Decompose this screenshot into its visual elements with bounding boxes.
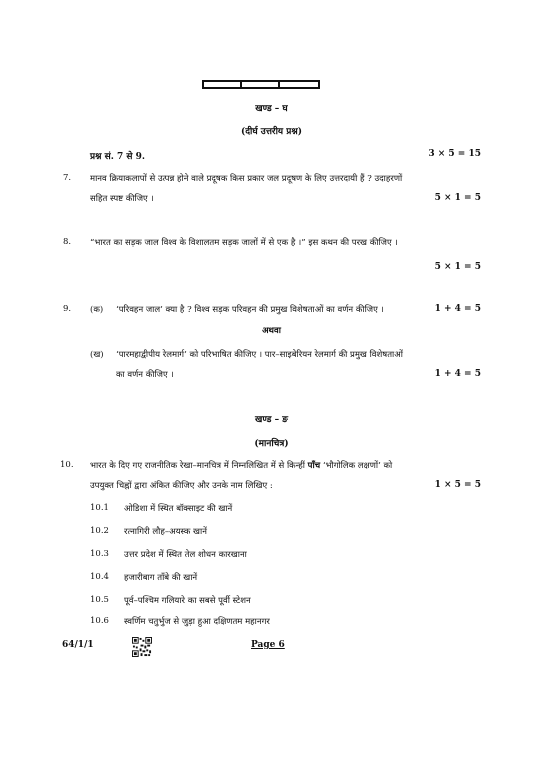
- question-7-marks: 5 × 1 = 5: [434, 193, 481, 203]
- item-10-4-text: हजारीबाग ताँबे की खानें: [124, 573, 198, 583]
- item-10-3-number: 10.3: [90, 549, 109, 559]
- item-10-2-number: 10.2: [90, 526, 109, 536]
- footer-page-number: Page 6: [251, 640, 285, 650]
- question-9-number: 9.: [63, 304, 72, 314]
- question-8-marks: 5 × 1 = 5: [434, 262, 481, 272]
- question-9-or: अथवा: [262, 326, 281, 336]
- item-10-2-text: रत्नागिरी लौह–अयस्क खानें: [124, 527, 207, 537]
- section-d-title: खण्ड – घ: [255, 104, 288, 114]
- item-10-5-number: 10.5: [90, 595, 109, 605]
- question-10-line1-bold: पाँच: [307, 461, 321, 471]
- question-10-line1-pre: भारत के दिए गए राजनीतिक रेखा–मानचित्र में निम्नलिखित में से किन्हीं: [90, 461, 305, 471]
- footer-paper-code: 64/1/1: [62, 640, 94, 650]
- item-10-1-text: ओडिशा में स्थित बॉक्साइट की खानें: [124, 504, 233, 514]
- item-10-5-text: पूर्व–पश्चिम गलियारे का सबसे पूर्वी स्टेशन: [124, 596, 251, 606]
- question-7-number: 7.: [63, 173, 72, 183]
- section-e-title: खण्ड – ङ: [255, 415, 288, 425]
- section-d-subtitle: (दीर्घ उत्तरीय प्रश्न): [240, 127, 303, 137]
- question-10-line1-post: ‘भौगोलिक लक्षणों’ को: [322, 461, 393, 471]
- question-8-line1: “भारत का सड़क जाल विश्व के विशालतम सड़क जालों में से एक है ।” इस कथन की परख कीजिए ।: [90, 238, 398, 248]
- question-9a-marks: 1 + 4 = 5: [434, 304, 481, 314]
- item-10-1-number: 10.1: [90, 503, 109, 513]
- question-9b-marks: 1 + 4 = 5: [434, 369, 481, 379]
- item-10-6-text: स्वर्णिम चतुर्भुज से जुड़ा हुआ दक्षिणतम महानगर: [124, 617, 270, 627]
- item-10-3-text: उत्तर प्रदेश में स्थित तेल शोधन कारखाना: [124, 550, 247, 560]
- item-10-6-number: 10.6: [90, 616, 109, 626]
- question-10-line2: उपयुक्त चिह्नों द्वारा अंकित कीजिए और उनके नाम लिखिए :: [90, 481, 273, 491]
- question-9b-line2: का वर्णन कीजिए ।: [116, 370, 174, 380]
- question-9b-label: (ख): [90, 350, 104, 360]
- question-7-line1: मानव क्रियाकलापों से उत्पन्न होने वाले प्रदूषक किस प्रकार जल प्रदूषण के लिए उत्तरदायी हैं ? उदाहरणों: [90, 174, 403, 184]
- question-9a-text: ‘परिवहन जाल’ क्या है ? विश्व सड़क परिवहन की प्रमुख विशेषताओं का वर्णन कीजिए ।: [116, 305, 384, 315]
- qr-code-image: [132, 637, 152, 657]
- top-decorative-bar: [202, 80, 320, 89]
- section-d-range-label: प्रश्न सं. 7 से 9.: [90, 152, 145, 162]
- question-10-line1: [90, 460, 392, 471]
- item-10-4-number: 10.4: [90, 572, 109, 582]
- question-10-number: 10.: [60, 460, 74, 470]
- question-9a-label: (क): [90, 305, 104, 315]
- section-e-subtitle: (मानचित्र): [254, 439, 289, 449]
- question-8-number: 8.: [63, 237, 72, 247]
- question-7-line2: सहित स्पष्ट कीजिए ।: [90, 194, 154, 204]
- section-d-range-marks: 3 × 5 = 15: [428, 149, 481, 159]
- question-9b-line1: ‘पारमहाद्वीपीय रेलमार्ग’ को परिभाषित कीजिए । पार–साइबेरियन रेलमार्ग की प्रमुख विशेषताओं: [116, 350, 403, 360]
- question-10-marks: 1 × 5 = 5: [434, 480, 481, 490]
